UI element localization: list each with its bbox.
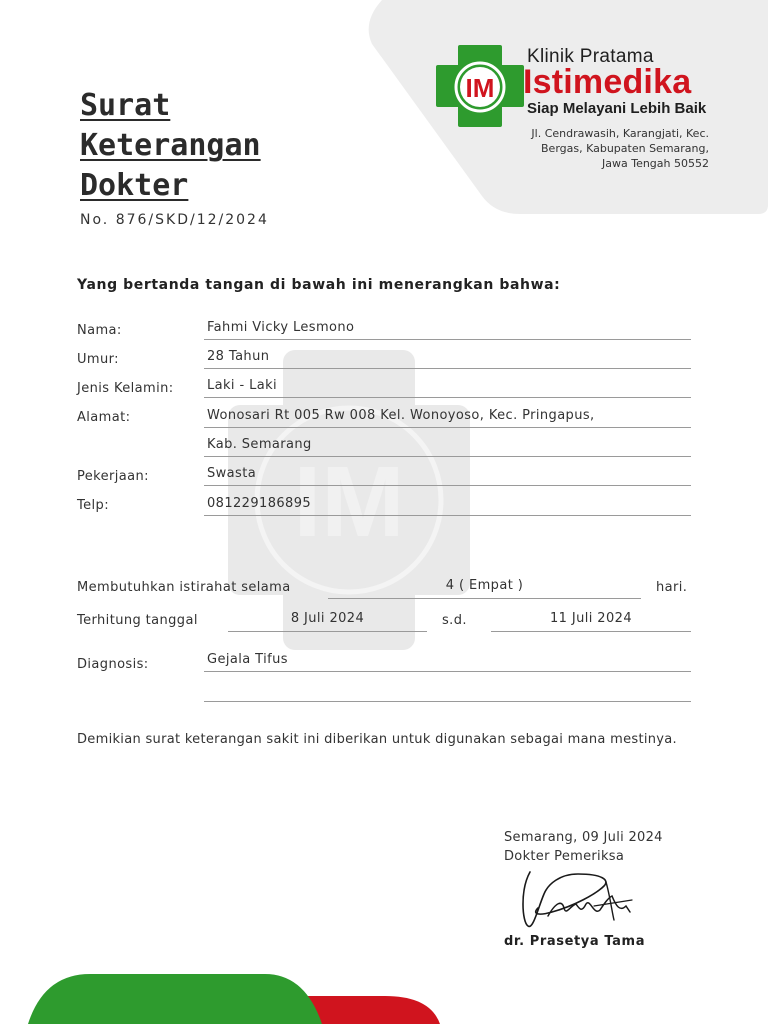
footer-decoration xyxy=(0,960,768,1024)
start-date-field: 8 Juli 2024 xyxy=(228,611,427,632)
phone-field: 081229186895 xyxy=(204,496,691,516)
gender-field: Laki - Laki xyxy=(204,378,691,398)
handwritten-signature xyxy=(508,860,648,940)
address-line: Jl. Cendrawasih, Karangjati, Kec. xyxy=(531,127,709,140)
rest-days-field: 4 ( Empat ) xyxy=(328,578,641,599)
name-field: Fahmi Vicky Lesmono xyxy=(204,320,691,340)
title-line: Keterangan xyxy=(80,128,261,163)
occupation-label: Pekerjaan: xyxy=(77,469,149,484)
until-label: s.d. xyxy=(442,613,467,628)
address-label: Alamat: xyxy=(77,410,131,425)
clinic-tagline: Siap Melayani Lebih Baik xyxy=(527,100,707,117)
address-line: Jawa Tengah 50552 xyxy=(602,157,709,170)
title-line: Dokter xyxy=(80,168,189,203)
clinic-logo-icon xyxy=(436,45,524,127)
rest-from-label: Terhitung tanggal xyxy=(77,613,198,628)
age-label: Umur: xyxy=(77,352,119,367)
diagnosis-field: Gejala Tifus xyxy=(204,652,691,672)
clinic-name-top: Klinik Pratama xyxy=(527,46,654,67)
rest-need-label: Membutuhkan istirahat selama xyxy=(77,580,291,595)
closing-statement: Demikian surat keterangan sakit ini diberikan untuk digunakan sebagai mana mestinya. xyxy=(77,732,677,747)
occupation-field: Swasta xyxy=(204,466,691,486)
phone-label: Telp: xyxy=(77,498,109,513)
svg-text:IM: IM xyxy=(293,446,405,558)
signature-place-date: Semarang, 09 Juli 2024 xyxy=(504,830,663,845)
clinic-address xyxy=(495,126,709,171)
doctor-name: dr. Prasetya Tama xyxy=(504,934,646,949)
title-line: Surat xyxy=(80,88,171,123)
document-number: No. 876/SKD/12/2024 xyxy=(80,212,269,228)
clinic-name-main: Istimedika xyxy=(523,63,692,101)
age-field: 28 Tahun xyxy=(204,349,691,369)
intro-statement: Yang bertanda tangan di bawah ini menerangkan bahwa: xyxy=(77,277,561,293)
end-date-field: 11 Juli 2024 xyxy=(491,611,691,632)
gender-label: Jenis Kelamin: xyxy=(77,381,174,396)
address-line: Bergas, Kabupaten Semarang, xyxy=(541,142,709,155)
signature-role: Dokter Pemeriksa xyxy=(504,849,625,864)
diagnosis-field-line2 xyxy=(204,682,691,702)
address-field-line2: Kab. Semarang xyxy=(204,437,691,457)
document-title xyxy=(80,86,340,206)
address-field-line1: Wonosari Rt 005 Rw 008 Kel. Wonoyoso, Kec. Pringapus, xyxy=(204,408,691,428)
rest-days-unit: hari. xyxy=(656,580,688,595)
logo-initials: IM xyxy=(465,73,495,103)
diagnosis-label: Diagnosis: xyxy=(77,657,149,672)
name-label: Nama: xyxy=(77,323,122,338)
